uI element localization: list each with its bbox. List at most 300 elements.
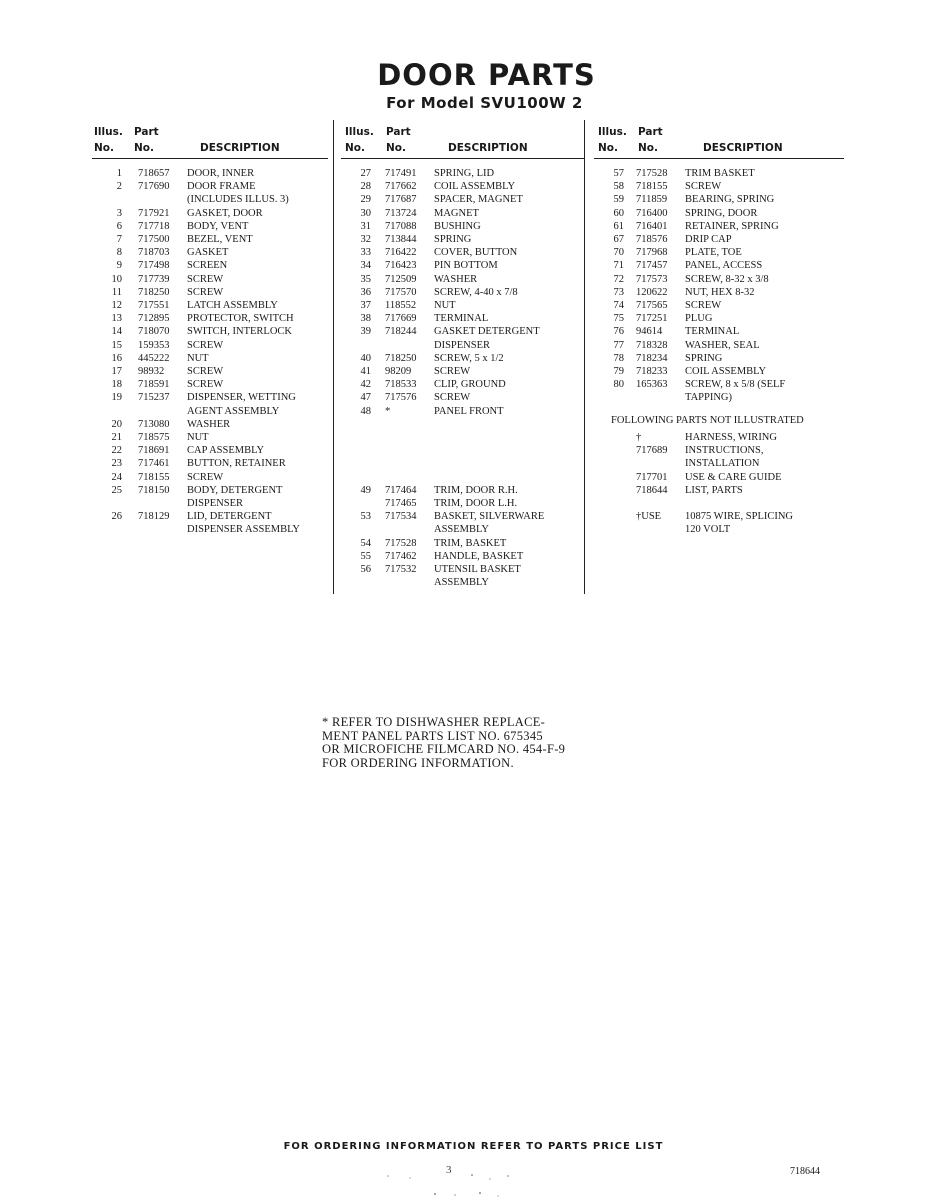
part-description: SPRING	[685, 352, 723, 364]
illus-number: 25	[111, 484, 122, 496]
part-row	[92, 458, 328, 471]
part-description: DISPENSER	[434, 339, 491, 351]
part-row	[341, 564, 585, 577]
part-number: 717669	[385, 313, 417, 325]
part-number: 717461	[138, 458, 170, 470]
part-row	[92, 168, 328, 181]
part-row	[341, 485, 585, 498]
part-row	[594, 511, 844, 524]
part-description: SCREW	[187, 379, 224, 391]
illus-number: 49	[360, 484, 371, 496]
illus-number: 15	[111, 339, 122, 351]
part-row	[341, 300, 585, 313]
illus-number: 42	[360, 379, 371, 391]
page-number: 3	[446, 1164, 452, 1176]
part-number: 98932	[138, 366, 165, 377]
part-row	[92, 260, 328, 273]
part-row	[92, 498, 328, 511]
part-description: NUT	[187, 352, 209, 364]
illus-number: 47	[360, 392, 371, 404]
part-row	[594, 472, 844, 485]
column-header	[92, 122, 328, 159]
part-number: 717551	[138, 300, 170, 311]
illus-number: 17	[111, 366, 122, 377]
model-subtitle: For Model SVU100W 2	[386, 94, 583, 112]
part-number: †	[636, 432, 642, 443]
illus-no-header: No.	[345, 142, 365, 154]
part-number: *	[385, 405, 391, 417]
illus-number: 7	[116, 234, 122, 245]
illus-number: 33	[360, 247, 371, 259]
part-row	[92, 379, 328, 392]
illus-number: 76	[613, 326, 624, 338]
part-description: WASHER	[434, 273, 478, 285]
illus-number: 36	[360, 286, 371, 298]
illus-number: 18	[111, 379, 122, 391]
illus-no-header: No.	[598, 142, 618, 154]
part-number: 718703	[138, 247, 170, 259]
part-number: 717465	[385, 498, 417, 509]
part-row	[92, 247, 328, 260]
illus-number: 13	[111, 313, 122, 325]
part-description: 120 VOLT	[685, 524, 731, 536]
illus-number: 55	[360, 550, 371, 562]
part-description: ASSEMBLY	[434, 577, 489, 589]
illus-number: 6	[116, 220, 122, 232]
part-row	[92, 392, 328, 405]
illus-header: Illus.	[94, 126, 123, 138]
part-row	[341, 406, 585, 419]
part-row	[594, 313, 844, 326]
part-description: ASSEMBLY	[434, 524, 489, 536]
part-description: SPRING	[434, 234, 472, 245]
part-description: DISPENSER, WETTING	[187, 392, 296, 404]
illus-number: 79	[613, 366, 624, 377]
part-description: SCREW	[434, 366, 471, 377]
part-description: MAGNET	[434, 207, 479, 219]
part-description: GASKET, DOOR	[187, 207, 263, 219]
part-number: †USE	[636, 511, 662, 523]
part-row	[341, 577, 585, 590]
illus-number: 24	[111, 471, 122, 483]
illus-number: 21	[111, 432, 122, 443]
part-description: UTENSIL BASKET	[434, 564, 521, 575]
part-description: PANEL FRONT	[434, 405, 504, 417]
part-number: 718657	[138, 168, 170, 179]
illus-number: 8	[116, 247, 122, 259]
part-number: 717968	[636, 247, 668, 259]
part-description: SCREW, 8-32 x 3/8	[685, 273, 769, 285]
part-row	[594, 208, 844, 221]
illus-number: 67	[613, 234, 624, 245]
illus-number: 27	[360, 168, 371, 179]
part-description: SCREW	[187, 286, 224, 298]
part-number: 94614	[636, 326, 663, 338]
part-description: SPRING, DOOR	[685, 207, 758, 219]
part-number: 718244	[385, 326, 417, 338]
part-description: DOOR FRAME	[187, 181, 256, 193]
part-description: (INCLUDES ILLUS. 3)	[187, 194, 289, 206]
part-row	[92, 194, 328, 207]
part-number: 717718	[138, 220, 170, 232]
illus-number: 31	[360, 220, 371, 232]
part-number: 717491	[385, 168, 417, 179]
part-row	[92, 326, 328, 339]
part-number: 718328	[636, 339, 668, 351]
part-description: RETAINER, SPRING	[685, 220, 779, 232]
illus-number: 35	[360, 273, 371, 285]
part-number: 718591	[138, 379, 170, 391]
part-description: TRIM BASKET	[685, 168, 755, 179]
illus-number: 2	[116, 181, 122, 193]
part-number: 718070	[138, 326, 170, 338]
part-number: 445222	[138, 352, 170, 364]
part-row	[341, 313, 585, 326]
part-description: SPRING, LID	[434, 168, 495, 179]
part-row	[341, 551, 585, 564]
illus-number: 30	[360, 207, 371, 219]
illus-no-header: No.	[94, 142, 114, 154]
part-row	[594, 366, 844, 379]
part-description: TAPPING)	[685, 392, 732, 404]
illus-number: 61	[613, 220, 624, 232]
part-number: 718644	[636, 484, 668, 496]
part-description: TERMINAL	[434, 313, 489, 325]
part-row	[92, 221, 328, 234]
part-number: 717687	[385, 194, 417, 206]
description-header: DESCRIPTION	[703, 142, 783, 154]
part-number: 120622	[636, 286, 668, 298]
part-number: 717457	[636, 260, 668, 272]
part-description: SCREW	[187, 273, 224, 285]
part-description: PIN BOTTOM	[434, 260, 498, 272]
part-row	[92, 432, 328, 445]
part-number: 717534	[385, 511, 417, 523]
illus-number: 9	[116, 260, 122, 272]
column-divider	[333, 120, 334, 594]
illus-number: 28	[360, 181, 371, 193]
part-number: 717573	[636, 273, 668, 285]
illus-number: 56	[360, 564, 371, 575]
part-row	[92, 340, 328, 353]
part-description: AGENT ASSEMBLY	[187, 405, 280, 417]
part-row	[341, 234, 585, 247]
page-title: DOOR PARTS	[377, 58, 596, 92]
footer-ordering-info: FOR ORDERING INFORMATION REFER TO PARTS PRICE LIST	[283, 1141, 664, 1152]
part-row	[92, 419, 328, 432]
illus-number: 3	[116, 207, 122, 219]
part-description: WASHER	[187, 418, 231, 430]
illus-number: 11	[111, 286, 122, 298]
part-row	[594, 260, 844, 273]
part-description: BEZEL, VENT	[187, 234, 253, 245]
part-row	[341, 511, 585, 524]
part-row	[92, 208, 328, 221]
column-header	[594, 122, 844, 159]
illus-number: 74	[613, 300, 624, 311]
part-description: DOOR, INNER	[187, 168, 255, 179]
illus-number: 23	[111, 458, 122, 470]
illus-number: 59	[613, 194, 624, 206]
part-row	[594, 524, 844, 537]
part-description: SCREW	[187, 366, 224, 377]
part-description: CLIP, GROUND	[434, 379, 506, 391]
part-row	[594, 287, 844, 300]
part-description: BODY, DETERGENT	[187, 484, 283, 496]
illus-number: 58	[613, 181, 624, 193]
part-number: 718150	[138, 484, 170, 496]
part-row	[92, 524, 328, 537]
document-number: 718644	[790, 1166, 820, 1177]
illus-number: 14	[111, 326, 122, 338]
part-description: DISPENSER	[187, 498, 244, 509]
part-row	[341, 221, 585, 234]
part-header: Part	[134, 126, 159, 138]
part-number: 713844	[385, 234, 417, 245]
illus-number: 40	[360, 352, 371, 364]
part-row	[92, 511, 328, 524]
illus-number: 60	[613, 207, 624, 219]
part-description: NUT	[434, 300, 456, 311]
part-row	[92, 287, 328, 300]
part-row	[594, 300, 844, 313]
part-number: 717462	[385, 550, 417, 562]
not-illustrated-heading: FOLLOWING PARTS NOT ILLUSTRATED	[611, 415, 804, 426]
part-row	[341, 538, 585, 551]
part-description: SPACER, MAGNET	[434, 194, 523, 206]
part-row	[594, 274, 844, 287]
part-number: 717464	[385, 484, 417, 496]
part-row	[594, 392, 844, 405]
illus-number: 38	[360, 313, 371, 325]
illus-number: 1	[116, 168, 122, 179]
part-row	[92, 406, 328, 419]
part-description: NUT, HEX 8-32	[685, 286, 755, 298]
part-number: 717690	[138, 181, 170, 193]
part-row	[594, 168, 844, 181]
part-description: COIL ASSEMBLY	[434, 181, 516, 193]
illus-number: 20	[111, 418, 122, 430]
illus-number: 16	[111, 352, 122, 364]
part-row	[341, 379, 585, 392]
part-number: 712509	[385, 273, 417, 285]
illus-number: 19	[111, 392, 122, 404]
part-row	[92, 472, 328, 485]
part-number: 718129	[138, 511, 170, 523]
illus-number: 41	[360, 366, 371, 377]
part-row	[341, 274, 585, 287]
part-row	[594, 181, 844, 194]
part-number: 717701	[636, 471, 668, 483]
part-description: TERMINAL	[685, 326, 740, 338]
part-no-header: No.	[638, 142, 658, 154]
scan-specks	[380, 1170, 530, 1200]
part-row	[594, 445, 844, 458]
part-description: PANEL, ACCESS	[685, 260, 763, 272]
part-description: LIST, PARTS	[685, 484, 743, 496]
part-number: 718234	[636, 352, 668, 364]
part-row	[594, 221, 844, 234]
part-row	[92, 181, 328, 194]
part-description: SCREW	[685, 300, 722, 311]
part-number: 713724	[385, 207, 417, 219]
part-description: BASKET, SILVERWARE	[434, 511, 545, 523]
part-no-header: No.	[134, 142, 154, 154]
part-row	[341, 498, 585, 511]
part-row	[341, 260, 585, 273]
illus-number: 73	[613, 286, 624, 298]
parts-column-3	[594, 122, 844, 536]
part-row	[341, 181, 585, 194]
part-row	[92, 366, 328, 379]
part-row	[341, 287, 585, 300]
part-number: 118552	[385, 300, 417, 311]
part-description: COIL ASSEMBLY	[685, 366, 767, 377]
part-row	[341, 194, 585, 207]
illus-number: 39	[360, 326, 371, 338]
part-number: 718233	[636, 366, 668, 377]
part-row	[594, 247, 844, 260]
part-number: 716422	[385, 247, 417, 259]
part-row	[341, 366, 585, 379]
illus-number: 10	[111, 273, 122, 285]
part-description: SCREEN	[187, 260, 228, 272]
part-description: BUTTON, RETAINER	[187, 458, 286, 470]
part-description: BEARING, SPRING	[685, 194, 775, 206]
part-number: 718250	[385, 352, 417, 364]
part-description: LID, DETERGENT	[187, 511, 272, 523]
illus-header: Illus.	[598, 126, 627, 138]
part-header: Part	[638, 126, 663, 138]
part-description: LATCH ASSEMBLY	[187, 300, 278, 311]
illus-number: 26	[111, 511, 122, 523]
part-number: 159353	[138, 339, 170, 351]
part-description: SCREW, 8 x 5/8 (SELF	[685, 379, 786, 391]
part-description: HANDLE, BASKET	[434, 550, 524, 562]
illus-number: 22	[111, 445, 122, 457]
part-description: TRIM, DOOR L.H.	[434, 498, 518, 509]
part-number: 717528	[385, 537, 417, 549]
part-number: 718533	[385, 379, 417, 391]
part-number: 717662	[385, 181, 417, 193]
part-number: 718250	[138, 286, 170, 298]
part-number: 717576	[385, 392, 417, 404]
part-row	[92, 313, 328, 326]
part-row	[594, 485, 844, 498]
part-number: 716401	[636, 220, 668, 232]
description-header: DESCRIPTION	[448, 142, 528, 154]
part-description: WASHER, SEAL	[685, 339, 760, 351]
part-row	[341, 353, 585, 366]
ordering-note: * REFER TO DISHWASHER REPLACE- MENT PANEL PARTS LIST NO. 675345 OR MICROFICHE FILMCARD NO. 454-F-9 FOR ORDERING INFORMATION.	[322, 715, 566, 770]
part-number: 718691	[138, 445, 170, 457]
part-number: 716400	[636, 207, 668, 219]
part-row	[341, 340, 585, 353]
part-row	[594, 234, 844, 247]
parts-column-1	[92, 122, 328, 536]
part-row	[594, 353, 844, 366]
illus-number: 72	[613, 273, 624, 285]
part-row	[92, 234, 328, 247]
part-description: 10875 WIRE, SPLICING	[685, 511, 794, 523]
part-description: CAP ASSEMBLY	[187, 445, 265, 457]
part-number: 718576	[636, 234, 668, 245]
part-row	[594, 194, 844, 207]
illus-number: 29	[360, 194, 371, 206]
part-description: INSTALLATION	[685, 458, 760, 470]
part-description: DISPENSER ASSEMBLY	[187, 524, 301, 536]
part-row	[92, 274, 328, 287]
illus-number: 53	[360, 511, 371, 523]
part-row	[594, 326, 844, 339]
illus-number: 75	[613, 313, 624, 325]
part-number: 711859	[636, 194, 668, 206]
part-number: 98209	[385, 366, 412, 377]
part-number: 716423	[385, 260, 417, 272]
part-description: SCREW, 4-40 x 7/8	[434, 286, 518, 298]
illus-number: 57	[613, 168, 624, 179]
part-number: 717528	[636, 168, 668, 179]
part-row	[341, 392, 585, 405]
illus-number: 32	[360, 234, 371, 245]
part-description: SCREW	[434, 392, 471, 404]
illus-number: 71	[613, 260, 624, 272]
part-number: 712895	[138, 313, 170, 325]
illus-header: Illus.	[345, 126, 374, 138]
part-row	[594, 458, 844, 471]
part-row	[341, 208, 585, 221]
illus-number: 37	[360, 300, 371, 311]
part-row	[92, 353, 328, 366]
part-description: SCREW	[685, 181, 722, 193]
illus-number: 12	[111, 300, 122, 311]
description-header: DESCRIPTION	[200, 142, 280, 154]
part-description: PLATE, TOE	[685, 247, 742, 259]
part-number: 717739	[138, 273, 170, 285]
part-number: 717689	[636, 445, 668, 457]
part-number: 717498	[138, 260, 170, 272]
part-row	[341, 247, 585, 260]
part-description: TRIM, DOOR R.H.	[434, 484, 518, 496]
part-description: GASKET	[187, 247, 229, 259]
illus-number: 70	[613, 247, 624, 259]
part-row	[92, 300, 328, 313]
part-description: NUT	[187, 432, 209, 443]
illus-number: 78	[613, 352, 624, 364]
part-number: 717570	[385, 286, 417, 298]
part-description: PLUG	[685, 313, 713, 325]
part-number: 717921	[138, 207, 170, 219]
part-row	[594, 340, 844, 353]
part-header: Part	[386, 126, 411, 138]
part-row	[341, 326, 585, 339]
part-row	[594, 379, 844, 392]
part-row	[92, 445, 328, 458]
part-description: SWITCH, INTERLOCK	[187, 326, 292, 338]
part-number: 165363	[636, 379, 668, 391]
illus-number: 77	[613, 339, 624, 351]
part-description: PROTECTOR, SWITCH	[187, 313, 294, 325]
part-number: 717532	[385, 564, 417, 575]
part-description: INSTRUCTIONS,	[685, 445, 764, 457]
part-number: 715237	[138, 392, 170, 404]
illus-number: 54	[360, 537, 371, 549]
part-row	[341, 524, 585, 537]
part-description: SCREW	[187, 471, 224, 483]
part-number: 717251	[636, 313, 668, 325]
illus-number: 48	[360, 405, 371, 417]
part-number: 717500	[138, 234, 170, 245]
